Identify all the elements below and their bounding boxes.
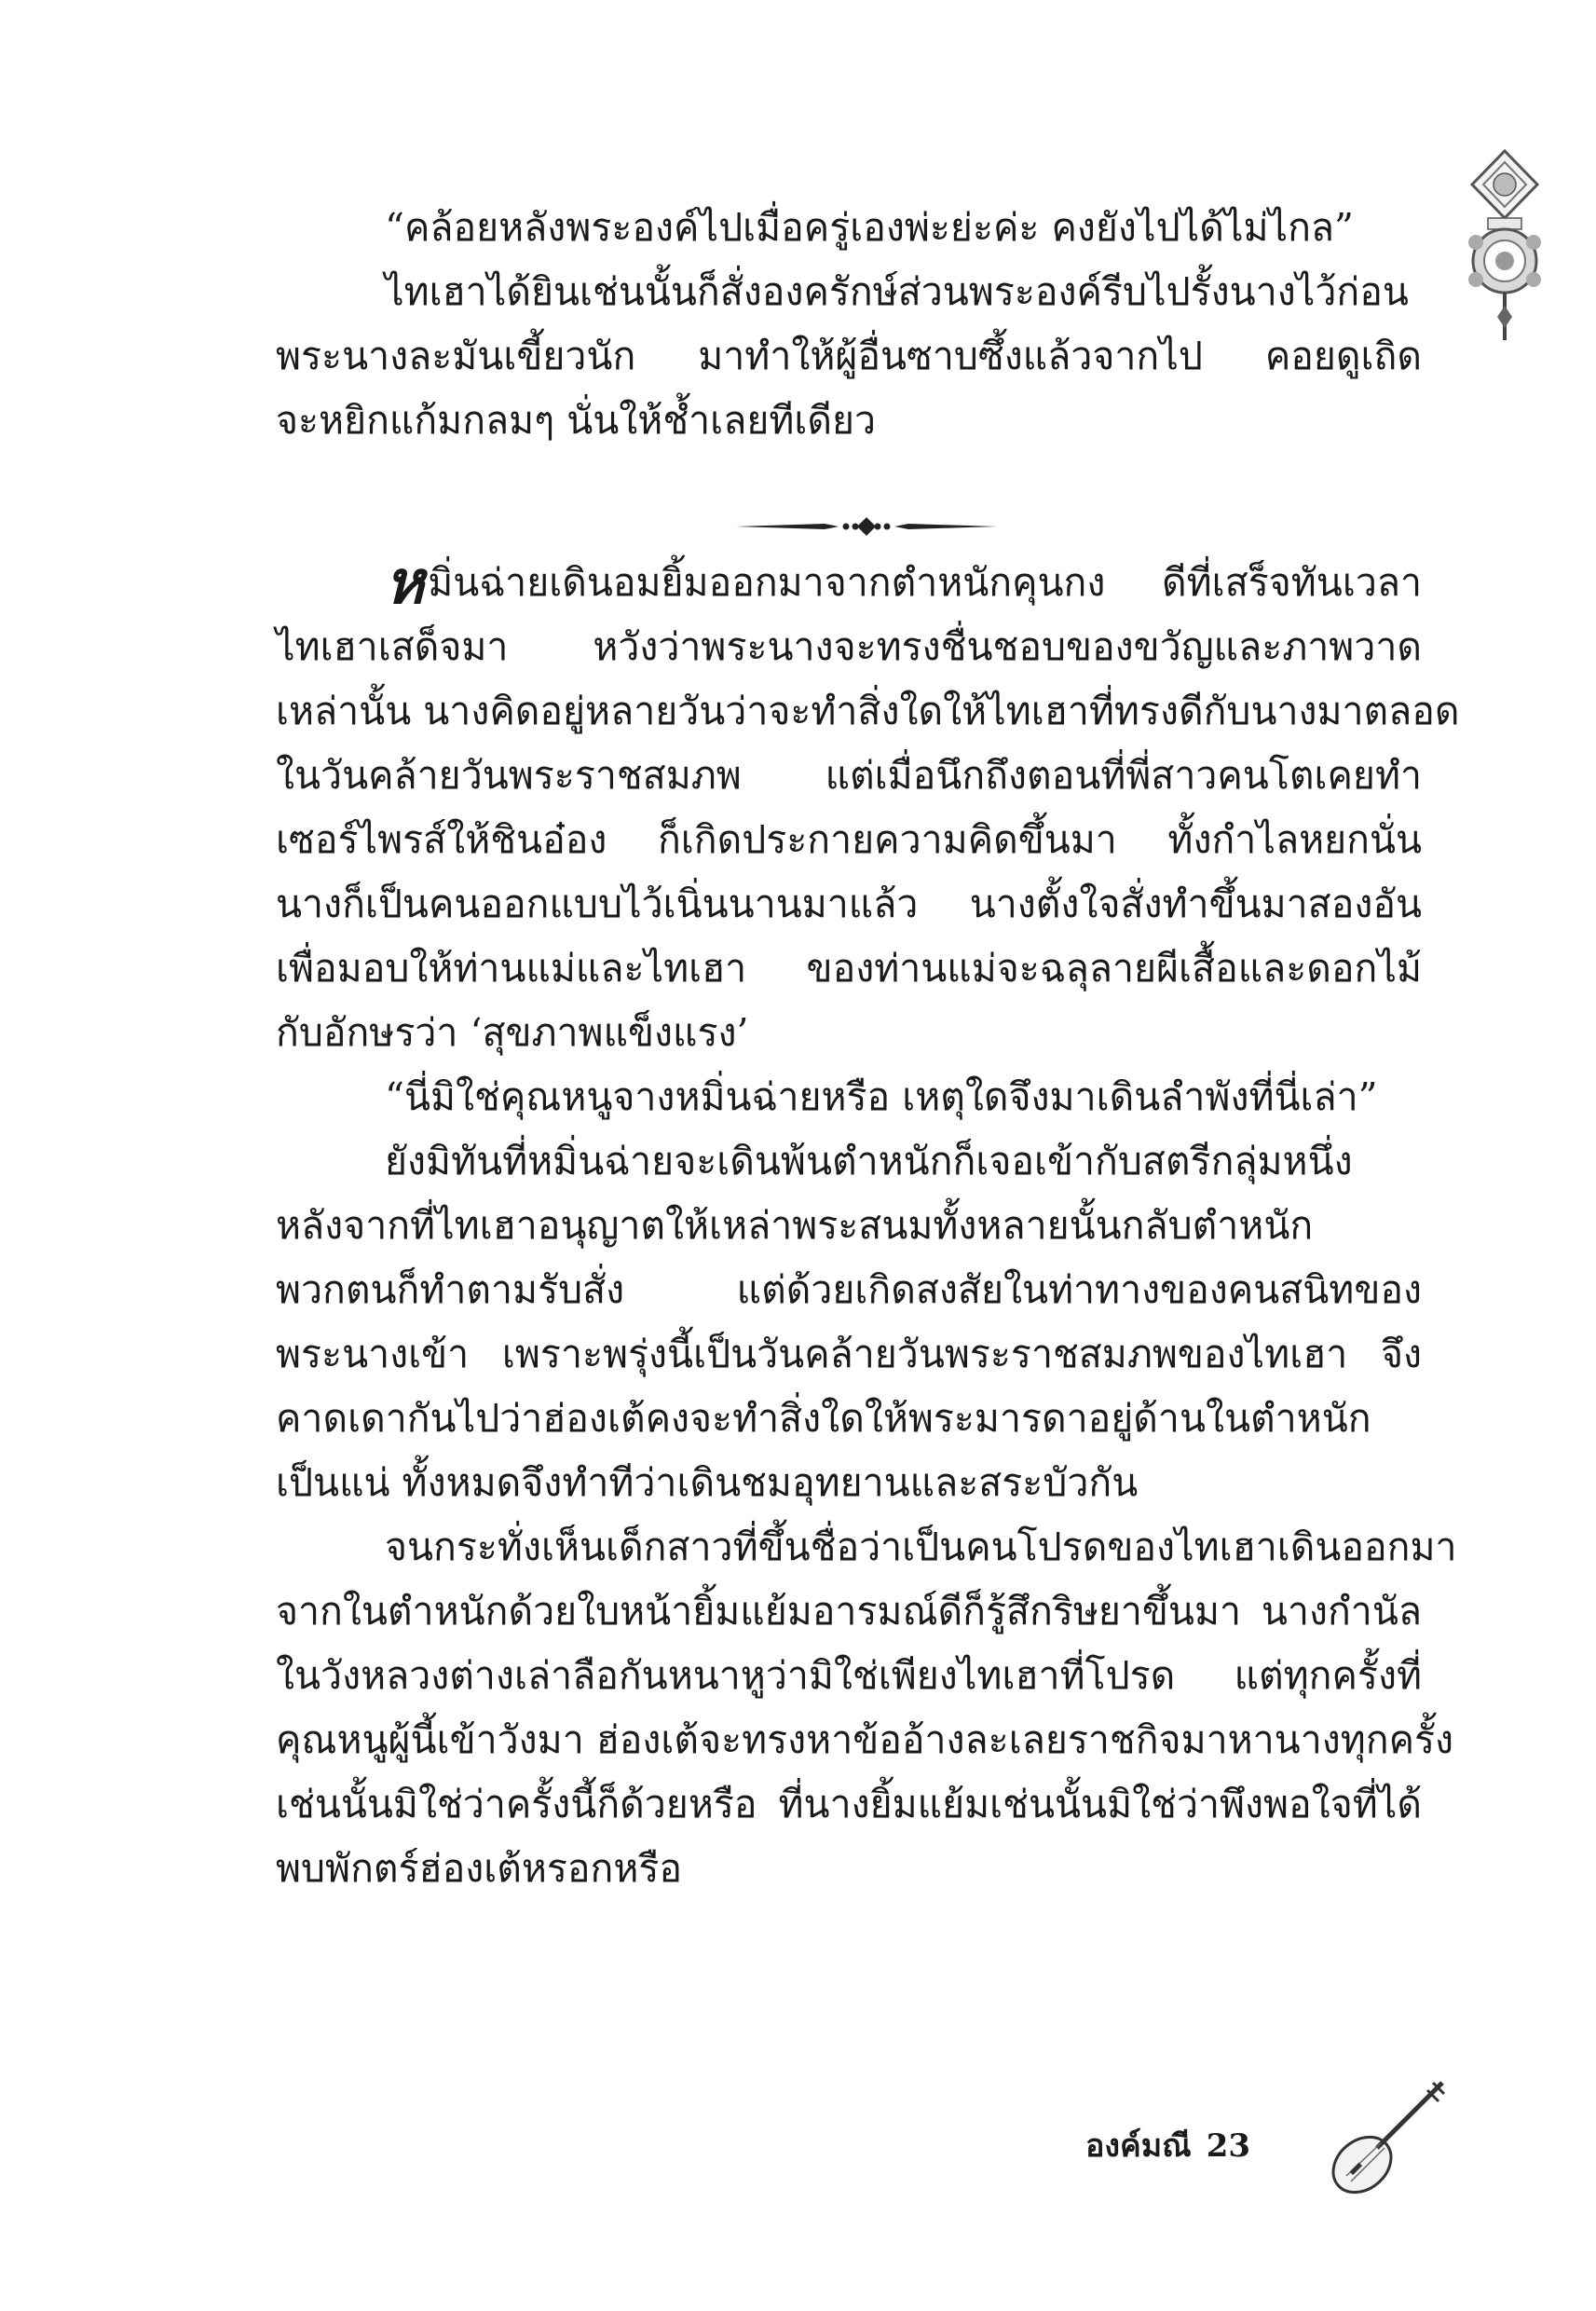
text-line: พระนางเข้า เพราะพรุ่งนี้เป็นวันคล้ายวันพระราชสมภพของไทเฮา จึง: [276, 1332, 1422, 1376]
text-line: ในวันคล้ายวันพระราชสมภพ แต่เมื่อนึกถึงตอนที่พี่สาวคนโตเคยทำ: [276, 753, 1422, 798]
text-line: ไทเฮาเสด็จมา หวังว่าพระนางจะทรงชื่นชอบของขวัญและภาพวาด: [276, 624, 1422, 669]
top-paragraphs: [276, 196, 1422, 453]
text-line: พวกตนก็ทำตามรับสั่ง แต่ด้วยเกิดสงสัยในท่าทางของคนสนิทของ: [276, 1267, 1422, 1312]
text-line: “คล้อยหลังพระองค์ไปเมื่อครู่เองพ่ะย่ะค่ะ คงยังไปได้ไม่ไกล”: [385, 205, 1355, 250]
text-line: กับอักษรว่า ‘สุขภาพแข็งแรง’: [276, 1010, 749, 1055]
pipa-lute-icon: [1323, 2073, 1453, 2204]
text-line: คุณหนูผู้นี้เข้าวังมา ฮ่องเต้จะทรงหาข้ออ้างละเลยราชกิจมาหานางทุกครั้ง: [276, 1717, 1454, 1762]
text-line: ในวังหลวงต่างเล่าลือกันหนาหูว่ามิใช่เพียงไทเฮาที่โปรด แต่ทุกครั้งที่: [276, 1653, 1422, 1698]
text-line: นางก็เป็นคนออกแบบไว้เนิ่นนานมาแล้ว นางตั้งใจสั่งทำขึ้นมาสองอัน: [276, 882, 1422, 926]
text-line: ไทเฮาได้ยินเช่นนั้นก็สั่งองครักษ์ส่วนพระองค์รีบไปรั้งนางไว้ก่อน: [385, 269, 1409, 314]
text-line: จนกระทั่งเห็นเด็กสาวที่ขึ้นชื่อว่าเป็นคนโปรดของไทเฮาเดินออกมา: [385, 1525, 1457, 1569]
page-number: 23: [1206, 2127, 1251, 2165]
first-line: [276, 548, 1422, 618]
text-line: คาดเดากันไปว่าฮ่องเต้คงจะทำสิ่งใดให้พระมารดาอยู่ด้านในตำหนัก: [276, 1396, 1371, 1441]
text-line: เหล่านั้น นางคิดอยู่หลายวันว่าจะทำสิ่งใดให้ไทเฮาที่ทรงดีกับนางมาตลอด: [276, 689, 1460, 733]
text-line: เพื่อมอบให้ท่านแม่และไทเฮา ของท่านแม่จะฉลุลายผีเสื้อและดอกไม้: [276, 946, 1422, 991]
ornamental-divider-icon: [736, 513, 997, 540]
book-title: องค์มณี: [1085, 2127, 1192, 2165]
text-line: เป็นแน่ ทั้งหมดจึงทำทีว่าเดินชมอุทยานและสระบัวกัน: [276, 1460, 1139, 1505]
text-line: เซอร์ไพรส์ให้ชินอ๋อง ก็เกิดประกายความคิดขึ้นมา ทั้งกำไลหยกนั่น: [276, 817, 1422, 862]
text-line: “นี่มิใช่คุณหนูจางหมิ่นฉ่ายหรือ เหตุใดจึงมาเดินลำพังที่นี่เล่า”: [385, 1074, 1378, 1119]
text-line: พบพักตร์ฮ่องเต้หรอกหรือ: [276, 1846, 683, 1891]
text-line: ยังมิทันที่หมิ่นฉ่ายจะเดินพ้นตำหนักก็เจอเข้ากับสตรีกลุ่มหนึ่ง: [385, 1139, 1353, 1183]
page-footer: [1085, 2118, 1250, 2174]
main-paragraphs: [276, 548, 1460, 1901]
text-line: พระนางละมันเขี้ยวนัก มาทำให้ผู้อื่นซาบซึ้งแล้วจากไป คอยดูเถิด: [276, 334, 1422, 378]
text-line: เช่นนั้นมิใช่ว่าครั้งนี้ก็ด้วยหรือ ที่นางยิ้มแย้มเช่นนั้นมิใช่ว่าพึงพอใจที่ได้: [276, 1782, 1422, 1826]
ornament-emblem-icon: [1463, 149, 1547, 345]
text-line: จากในตำหนักด้วยใบหน้ายิ้มแย้มอารมณ์ดีก็รู้สึกริษยาขึ้นมา นางกำนัล: [276, 1589, 1422, 1634]
text-line: จะหยิกแก้มกลมๆ นั่นให้ช้ำเลยทีเดียว: [276, 398, 877, 443]
text-line: หลังจากที่ไทเฮาอนุญาตให้เหล่าพระสนมทั้งหลายนั้นกลับตำหนัก: [276, 1203, 1314, 1248]
drop-cap: ห: [385, 548, 425, 618]
first-line-text: มิ่นฉ่ายเดินอมยิ้มออกมาจากตำหนักคุนกง ดีที่เสร็จทันเวลา: [428, 560, 1422, 605]
